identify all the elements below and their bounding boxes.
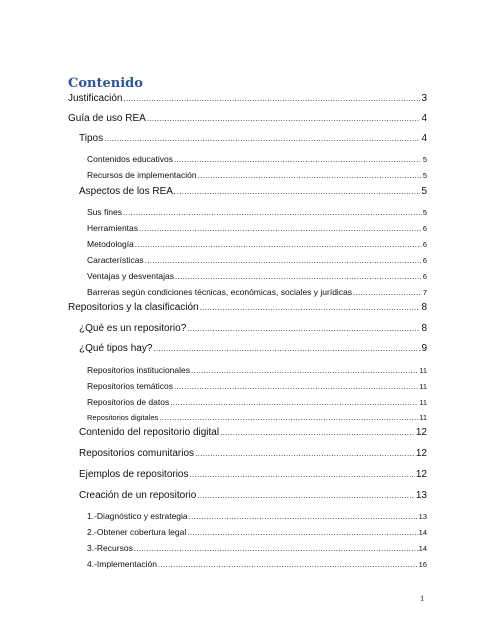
toc-leader — [177, 185, 421, 199]
toc-entry-title: 3.-Recursos — [87, 543, 133, 553]
toc-entry-page: 12 — [415, 469, 427, 480]
toc-entry[interactable] — [87, 237, 427, 251]
toc-leader — [198, 169, 422, 183]
page-number: 1 — [420, 593, 425, 603]
toc-entry-title: Repositorios de datos — [87, 397, 170, 407]
toc-entry-page: 16 — [418, 560, 427, 569]
toc-entry-title: Características — [87, 255, 144, 265]
toc-entry-title: Repositorios comunitarios — [79, 448, 195, 459]
toc-leader — [134, 542, 418, 556]
toc-leader — [200, 301, 421, 315]
toc-entry-title: Ventajas y desventajas — [87, 271, 174, 281]
toc-entry[interactable] — [79, 322, 427, 336]
toc-leader — [158, 558, 418, 572]
toc-entry-page: 3 — [421, 93, 427, 104]
toc-leader — [195, 447, 415, 461]
toc-entry-title: Repositorios digitales — [87, 413, 159, 422]
toc-entry[interactable] — [87, 253, 427, 267]
toc-entry[interactable] — [79, 489, 427, 503]
toc-entry[interactable] — [87, 509, 427, 523]
toc-leader — [123, 92, 420, 106]
toc-entry-title: Herramientas — [87, 223, 139, 233]
toc-entry[interactable] — [87, 557, 427, 571]
toc-entry-page: 6 — [422, 272, 427, 281]
toc-entry-page: 9 — [421, 343, 427, 354]
toc-leader — [187, 322, 420, 336]
toc-entry[interactable] — [79, 426, 427, 440]
toc-entry-title: Repositorios institucionales — [87, 365, 190, 375]
toc-entry-title: ¿Qué tipos hay? — [79, 343, 153, 354]
toc-entry-title: 2.-Obtener cobertura legal — [87, 527, 187, 537]
toc-entry-page: 8 — [421, 302, 427, 313]
toc-entry-title: Aspectos de los REA. — [79, 186, 176, 197]
toc-entry-title: Repositorios y la clasificación — [68, 302, 199, 313]
toc-entry-title: Contenido del repositorio digital — [79, 427, 220, 438]
toc-leader — [139, 222, 422, 236]
toc-entry[interactable] — [79, 132, 427, 146]
toc-entry-title: Justificación — [68, 93, 123, 104]
toc-entry-title: Barreras según condiciones técnicas, económicas, sociales y jurídicas — [87, 287, 353, 297]
toc-entry-page: 5 — [421, 186, 427, 197]
toc-entry[interactable] — [79, 447, 427, 461]
toc-entry[interactable] — [87, 221, 427, 235]
toc-entry-page: 5 — [422, 171, 427, 180]
toc-leader — [191, 364, 418, 378]
toc-leader — [104, 132, 420, 146]
toc-entry-page: 13 — [415, 490, 427, 501]
toc-entry[interactable] — [87, 525, 427, 539]
toc-entry-page: 12 — [415, 427, 427, 438]
toc-entry[interactable] — [79, 185, 427, 199]
toc-entry-title: Tipos — [79, 133, 104, 144]
toc-entry-page: 11 — [419, 413, 427, 422]
toc-leader — [220, 426, 415, 440]
toc-leader — [147, 112, 421, 126]
toc-entry-title: Repositorios temáticos — [87, 381, 173, 391]
toc-entry[interactable] — [87, 168, 427, 182]
toc-entry-page: 6 — [422, 256, 427, 265]
toc-leader — [189, 510, 418, 524]
toc-entry[interactable] — [79, 468, 427, 482]
toc-entry-page: 13 — [418, 512, 427, 521]
toc-entry[interactable] — [68, 112, 427, 126]
toc-leader — [190, 468, 415, 482]
toc-entry[interactable] — [79, 342, 427, 356]
toc-leader — [174, 380, 418, 394]
toc-entry-title: 1.-Diagnóstico y estrategia — [87, 511, 188, 521]
toc-entry-page: 11 — [419, 382, 427, 391]
toc-leader — [135, 238, 422, 252]
toc-entry[interactable] — [87, 205, 427, 219]
toc-leader — [197, 489, 415, 503]
toc-leader — [123, 206, 422, 220]
toc-entry-title: Metodología — [87, 239, 134, 249]
toc-entry-title: 4.-Implementación — [87, 559, 157, 569]
toc-entry-page: 7 — [422, 288, 427, 297]
toc-entry-page: 12 — [415, 448, 427, 459]
toc-leader — [153, 342, 420, 356]
toc-entry-title: Ejemplos de repositorios — [79, 469, 189, 480]
toc-leader — [174, 153, 422, 167]
toc-heading: Contenido — [68, 76, 143, 91]
toc-leader — [170, 396, 418, 410]
toc-entry[interactable] — [87, 395, 427, 409]
toc-leader — [159, 411, 418, 425]
toc-leader — [187, 526, 417, 540]
toc-entry-title: Sus fines — [87, 207, 122, 217]
toc-entry-page: 5 — [422, 155, 427, 164]
toc-entry-page: 5 — [422, 208, 427, 217]
toc-entry-page: 6 — [422, 240, 427, 249]
toc-entry-page: 14 — [418, 528, 427, 537]
toc-entry[interactable] — [87, 379, 427, 393]
toc-entry-title: Recursos de implementación — [87, 170, 197, 180]
toc-entry-title: Contenidos educativos — [87, 154, 174, 164]
toc-entry-page: 8 — [421, 323, 427, 334]
toc-entry-page: 4 — [421, 133, 427, 144]
toc-leader — [353, 286, 422, 300]
toc-entry-page: 6 — [422, 224, 427, 233]
toc-entry-title: Guía de uso REA — [68, 113, 146, 124]
toc-entry-page: 4 — [421, 113, 427, 124]
toc-entry-title: ¿Qué es un repositorio? — [79, 323, 187, 334]
toc-leader — [145, 254, 422, 268]
toc-entry[interactable] — [68, 301, 427, 315]
toc-entry[interactable] — [87, 411, 427, 425]
toc-entry-page: 11 — [419, 366, 427, 375]
toc-entry[interactable] — [87, 152, 427, 166]
toc-entry-title: Creación de un repositorio — [79, 490, 197, 501]
toc-entry[interactable] — [87, 269, 427, 283]
toc-entry[interactable] — [87, 285, 427, 299]
toc-entry[interactable] — [87, 541, 427, 555]
toc-entry[interactable] — [87, 363, 427, 377]
toc-entry-page: 11 — [419, 398, 427, 407]
toc-entry-page: 14 — [418, 544, 427, 553]
toc-leader — [175, 270, 422, 284]
toc-entry[interactable] — [68, 92, 427, 106]
